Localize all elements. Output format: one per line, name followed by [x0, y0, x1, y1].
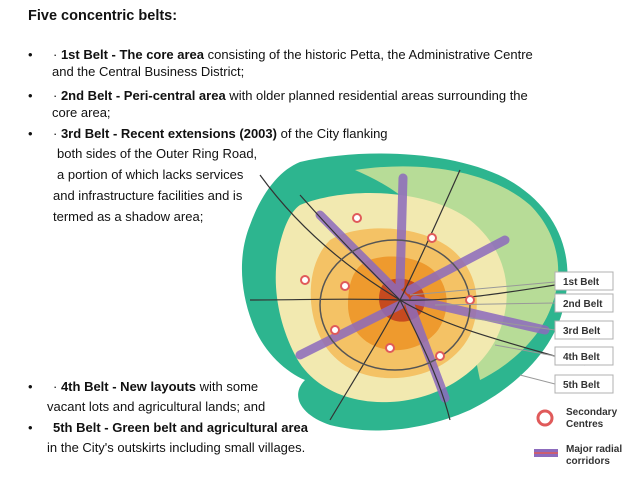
bullet-dot: • [28, 47, 33, 62]
belt-2-continuation: core area; [52, 105, 111, 120]
legend-label-1st-belt: 1st Belt [563, 277, 600, 288]
belt-3-text: · 3rd Belt - Recent extensions (2003) of the City flanking [53, 126, 388, 141]
legend-radial-corridors-line2: corridors [566, 456, 610, 467]
belt-5-continuation: in the City's outskirts including small villages. [47, 440, 306, 455]
secondary-centre-legend-icon [538, 411, 552, 425]
slide-heading: Five concentric belts: [28, 8, 178, 24]
belt-5-text: 5th Belt - Green belt and agricultural area [53, 420, 309, 435]
legend-radial-corridors-line1: Major radial [566, 444, 623, 455]
bullet-dot: • [28, 126, 33, 141]
belt-1-continuation: and the Central Business District; [52, 64, 245, 79]
legend-secondary-centres-line1: Secondary [566, 407, 618, 418]
bullet-dot: • [28, 379, 33, 394]
belt-3-continuation-3: and infrastructure facilities and is [53, 188, 243, 203]
belt-4-continuation: vacant lots and agricultural lands; and [47, 399, 266, 414]
legend-secondary-centres-line2: Centres [566, 419, 604, 430]
belt-4-text: · 4th Belt - New layouts with some [53, 379, 259, 394]
belt-3-continuation-2: a portion of which lacks services [57, 167, 244, 182]
bullet-dot: • [28, 420, 33, 435]
legend-label-2nd-belt: 2nd Belt [563, 299, 603, 310]
belt-1-text: · 1st Belt - The core area consisting of the historic Petta, the Administrative Centre [53, 47, 533, 62]
legend-label-3rd-belt: 3rd Belt [563, 326, 601, 337]
legend-label-4th-belt: 4th Belt [563, 352, 600, 363]
belt-2-text: · 2nd Belt - Peri-central area with older planned residential areas surrounding the [53, 88, 528, 103]
belt-3-continuation-4: termed as a shadow area; [53, 209, 204, 224]
belt-3-continuation-1: both sides of the Outer Ring Road, [57, 146, 258, 161]
legend-label-5th-belt: 5th Belt [563, 380, 600, 391]
bullet-dot: • [28, 88, 33, 103]
